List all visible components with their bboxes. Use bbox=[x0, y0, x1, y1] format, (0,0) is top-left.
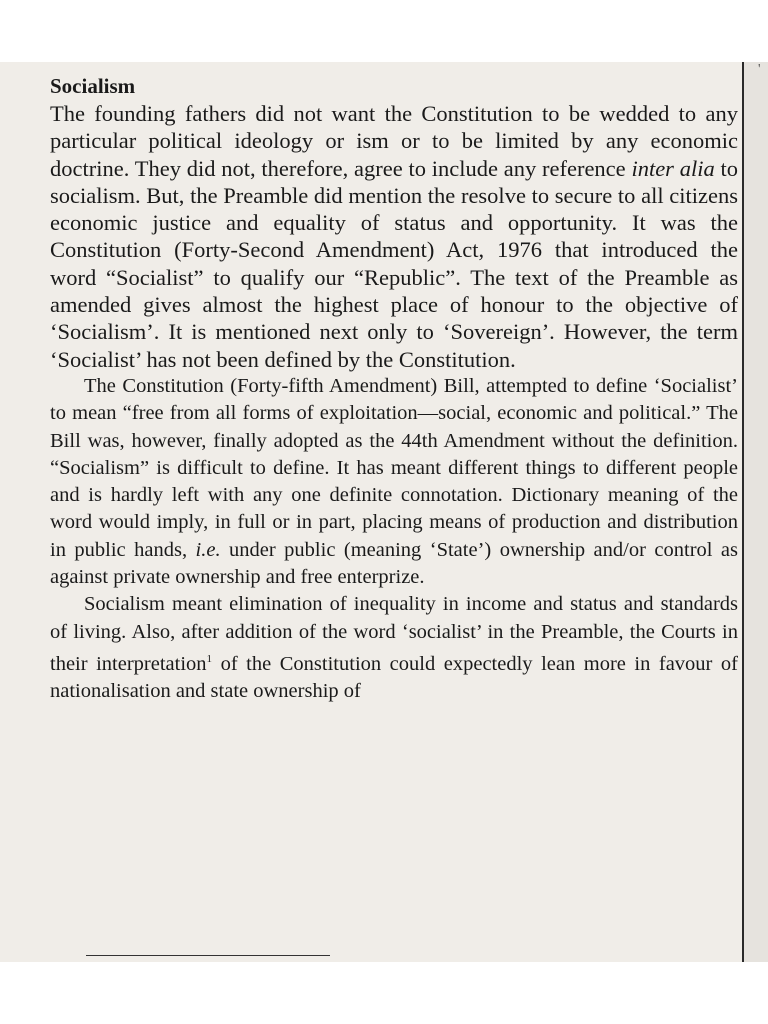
paragraph-2 bbox=[50, 373, 738, 591]
section-heading: Socialism bbox=[50, 74, 136, 98]
paragraph-1-italic: inter alia bbox=[631, 155, 715, 181]
page-gutter bbox=[742, 62, 768, 962]
paragraph-1-text-a: The founding fathers did not want the Constitution to be wedded to any particular political ideology or ism or to be limited by any economic doctrine. They did not, therefore, agree to include any reference bbox=[50, 101, 738, 181]
paragraph-2-italic: i.e. bbox=[195, 538, 221, 561]
page-text bbox=[50, 72, 738, 705]
paragraph-3-text-a: Socialism meant elimination of inequality in income and status and standards of living. Also, after addition of the word ‘socialist’ in the Preamble, the Courts in their interpretation bbox=[50, 593, 738, 675]
paragraph-2-text-a: The Constitution (Forty-fifth Amendment) Bill, attempted to define ‘Socialist’ to mean “free from all forms of exploitation—social, economic and political.” The Bill was, however, finally adopted as the 44th Amendment without the definition. “Socialism” is difficult to define. It has meant different things to different people and is hardly left with any one definite connotation. Dictionary meaning of the word would imply, in full or in part, placing means of production and distribution in public hands, bbox=[50, 374, 738, 561]
paragraph-3-text-b: of the Constitution could expectedly lean more in favour of nationalisation and state ownership of bbox=[50, 652, 738, 703]
paragraph-2-text-b: under public (meaning ‘State’) ownership and/or control as against private ownership and free enterprize. bbox=[50, 538, 739, 589]
gutter-glyph: ' bbox=[758, 62, 761, 77]
paragraph-1 bbox=[50, 100, 738, 373]
paragraph-3 bbox=[50, 591, 738, 705]
paragraph-1-text-b: to socialism. But, the Preamble did mention the resolve to secure to all citizens economic justice and equality of status and opportunity. It was the Constitution (Forty-Second Amendment) Act, 1976 that introduced the word “Socialist” to qualify our “Republic”. The text of the Preamble as amended gives almost the highest place of honour to the objective of ‘Socialism’. It is mentioned next only to ‘Sovereign’. However, the term ‘Socialist’ has not been defined by the Constitution. bbox=[50, 155, 738, 372]
footnote-rule bbox=[86, 955, 330, 956]
footnote-marker: 1 bbox=[206, 652, 213, 665]
